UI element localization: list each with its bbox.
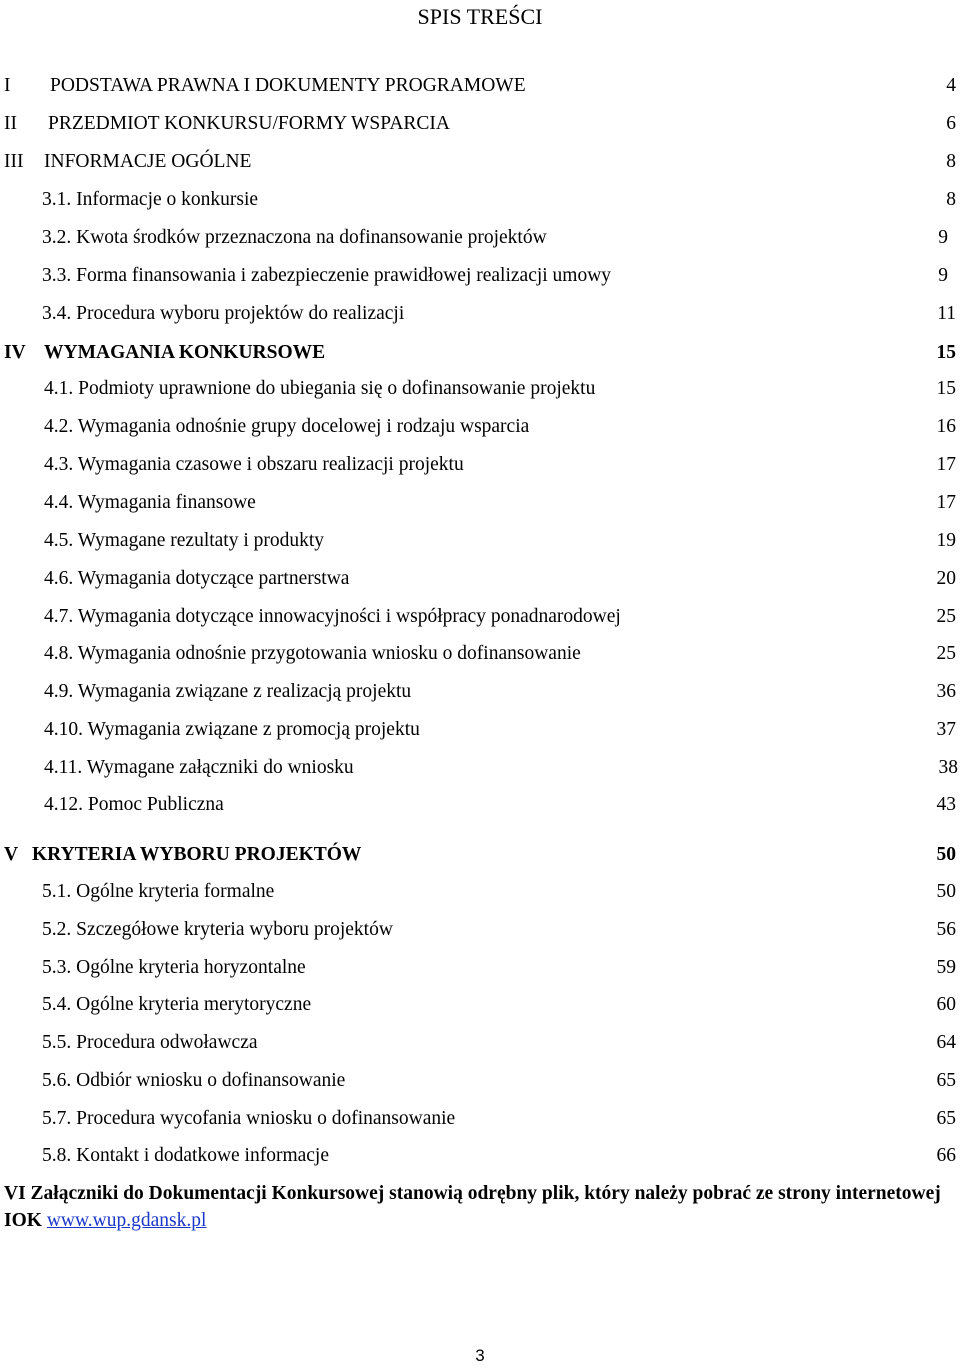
attachments-note — [4, 1180, 956, 1234]
toc-entry-4-2[interactable] — [0, 413, 960, 441]
toc-entry-page: 25 — [936, 606, 956, 627]
toc-entry-label: 4.10. Wymagania związane z promocją projektu — [44, 719, 420, 740]
toc-entry-5-3[interactable] — [0, 954, 960, 982]
toc-entry-page: 20 — [936, 568, 956, 589]
toc-entry-section-4[interactable] — [0, 339, 960, 367]
toc-entry-page: 4 — [946, 75, 956, 96]
toc-entry-section-1[interactable] — [0, 72, 960, 100]
toc-entry-4-10[interactable] — [0, 716, 960, 744]
toc-entry-label: 4.9. Wymagania związane z realizacją projektu — [44, 681, 412, 702]
toc-entry-page: 17 — [936, 454, 956, 475]
toc-entry-4-1[interactable] — [0, 375, 960, 403]
toc-entry-label: 5.2. Szczegółowe kryteria wyboru projektów — [42, 919, 393, 940]
toc-entry-label: 4.12. Pomoc Publiczna — [44, 794, 224, 815]
toc-entry-label: 3.2. Kwota środków przeznaczona na dofinansowanie projektów — [42, 227, 547, 248]
toc-entry-page: 36 — [936, 681, 956, 702]
toc-entry-page: 43 — [936, 794, 956, 815]
toc-entry-page: 38 — [938, 757, 958, 778]
toc-entry-page: 17 — [936, 492, 956, 513]
toc-entry-label: 3.3. Forma finansowania i zabezpieczenie prawidłowej realizacji umowy — [42, 265, 612, 286]
toc-entry-5-6[interactable] — [0, 1067, 960, 1095]
toc-entry-4-8[interactable] — [0, 640, 960, 668]
toc-entry-5-4[interactable] — [0, 991, 960, 1019]
toc-entry-label: 4.11. Wymagane załączniki do wniosku — [44, 757, 354, 778]
toc-entry-number: III — [4, 151, 24, 172]
toc-entry-page: 56 — [936, 919, 956, 940]
toc-entry-label: 5.4. Ogólne kryteria merytoryczne — [42, 994, 312, 1015]
toc-entry-page: 16 — [936, 416, 956, 437]
toc-entry-label: 5.7. Procedura wycofania wniosku o dofinansowanie — [42, 1108, 456, 1129]
toc-entry-label: INFORMACJE OGÓLNE — [44, 151, 252, 172]
toc-entry-4-4[interactable] — [0, 489, 960, 517]
toc-entry-4-12[interactable] — [0, 791, 960, 819]
toc-entry-number: I — [4, 75, 11, 96]
toc-entry-label: 4.3. Wymagania czasowe i obszaru realizacji projektu — [44, 454, 464, 475]
toc-entry-label: 5.5. Procedura odwoławcza — [42, 1032, 258, 1053]
page-number: 3 — [475, 1346, 485, 1365]
toc-entry-5-2[interactable] — [0, 916, 960, 944]
toc-entry-5-8[interactable] — [0, 1142, 960, 1170]
toc-entry-label: 4.1. Podmioty uprawnione do ubiegania się o dofinansowanie projektu — [44, 378, 596, 399]
toc-entry-5-7[interactable] — [0, 1105, 960, 1133]
toc-entry-label: WYMAGANIA KONKURSOWE — [44, 342, 326, 363]
toc-entry-3-3[interactable] — [0, 262, 960, 290]
toc-entry-page: 60 — [936, 994, 956, 1015]
toc-entry-label: 4.7. Wymagania dotyczące innowacyjności i współpracy ponadnarodowej — [44, 606, 621, 627]
toc-entry-page: 65 — [936, 1108, 956, 1129]
toc-entry-page: 25 — [936, 643, 956, 664]
toc-entry-page: 64 — [936, 1032, 956, 1053]
toc-entry-page: 11 — [937, 303, 956, 324]
toc-entry-section-3[interactable] — [0, 148, 960, 176]
iok-website-link[interactable]: www.wup.gdansk.pl — [46, 1210, 207, 1231]
toc-title: SPIS TREŚCI — [417, 4, 543, 29]
toc-entry-4-6[interactable] — [0, 565, 960, 593]
toc-entry-page: 50 — [936, 881, 956, 902]
toc-entry-label: PRZEDMIOT KONKURSU/FORMY WSPARCIA — [48, 113, 450, 134]
toc-entry-3-1[interactable] — [0, 186, 960, 214]
toc-entry-page: 8 — [946, 151, 956, 172]
toc-entry-number: IV — [4, 342, 26, 363]
toc-entry-number: II — [4, 113, 17, 134]
toc-entry-page: 50 — [936, 844, 956, 865]
toc-entry-section-2[interactable] — [0, 110, 960, 138]
toc-entry-label: 4.2. Wymagania odnośnie grupy docelowej i rodzaju wsparcia — [44, 416, 530, 437]
attachments-note-text: VI Załączniki do Dokumentacji Konkursowej stanowią odrębny plik, który należy pobrać ze strony internetowej IOK — [4, 1183, 941, 1231]
toc-entry-label: 4.6. Wymagania dotyczące partnerstwa — [44, 568, 350, 589]
toc-entry-4-9[interactable] — [0, 678, 960, 706]
toc-entry-label: 4.5. Wymagane rezultaty i produkty — [44, 530, 325, 551]
toc-entry-page: 15 — [936, 378, 956, 399]
toc-entry-page: 15 — [936, 342, 956, 363]
toc-entry-page: 66 — [936, 1145, 956, 1166]
toc-entry-label: 5.1. Ogólne kryteria formalne — [42, 881, 275, 902]
toc-entry-4-7[interactable] — [0, 603, 960, 631]
toc-entry-label: PODSTAWA PRAWNA I DOKUMENTY PROGRAMOWE — [50, 75, 526, 96]
toc-entry-label: 5.8. Kontakt i dodatkowe informacje — [42, 1145, 330, 1166]
toc-entry-page: 6 — [946, 113, 956, 134]
toc-entry-page: 65 — [936, 1070, 956, 1091]
toc-entry-4-3[interactable] — [0, 451, 960, 479]
toc-entry-section-5[interactable] — [0, 841, 960, 869]
toc-entry-page: 37 — [936, 719, 956, 740]
toc-entry-label: 4.8. Wymagania odnośnie przygotowania wniosku o dofinansowanie — [44, 643, 581, 664]
toc-entry-label: KRYTERIA WYBORU PROJEKTÓW — [32, 844, 362, 865]
toc-entry-label: 4.4. Wymagania finansowe — [44, 492, 256, 513]
toc-entry-label: 5.3. Ogólne kryteria horyzontalne — [42, 957, 306, 978]
toc-entry-number: V — [4, 844, 19, 865]
toc-entry-5-1[interactable] — [0, 878, 960, 906]
toc-entry-page: 8 — [946, 189, 956, 210]
toc-entry-label: 3.1. Informacje o konkursie — [42, 189, 259, 210]
toc-entry-page: 59 — [936, 957, 956, 978]
toc-entry-page: 9 — [938, 265, 948, 286]
toc-entry-3-2[interactable] — [0, 224, 960, 252]
toc-entry-5-5[interactable] — [0, 1029, 960, 1057]
toc-entry-page: 9 — [938, 227, 948, 248]
toc-entry-page: 19 — [936, 530, 956, 551]
toc-entry-label: 3.4. Procedura wyboru projektów do realizacji — [42, 303, 405, 324]
toc-entry-4-11[interactable] — [0, 754, 960, 782]
toc-entry-4-5[interactable] — [0, 527, 960, 555]
toc-entry-3-4[interactable] — [0, 300, 960, 328]
toc-entry-label: 5.6. Odbiór wniosku o dofinansowanie — [42, 1070, 346, 1091]
